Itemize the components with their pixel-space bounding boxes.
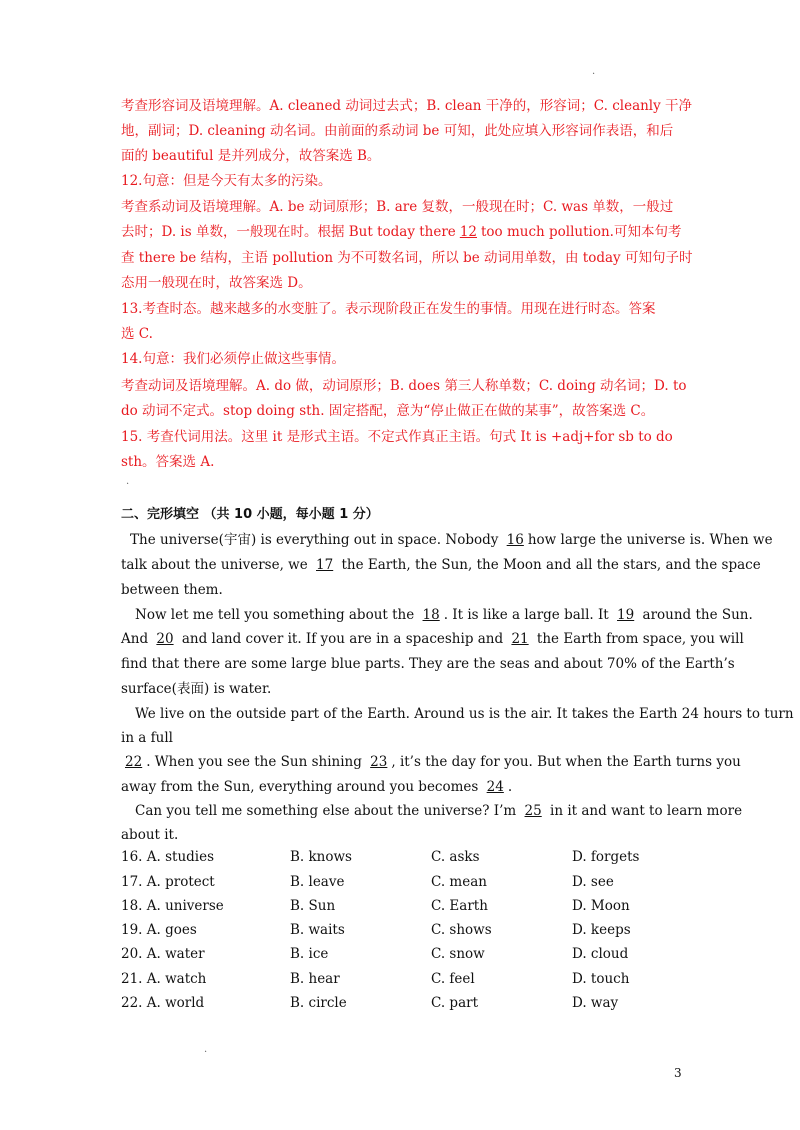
- question-14-translation: 14.句意：我们必须停止做这些事情。: [121, 351, 345, 367]
- option-d: D. keeps: [572, 922, 631, 938]
- passage-p1-line-1: [130, 530, 773, 550]
- section-heading: 二、完形填空 （共 10 小题，每小题 1 分）: [121, 507, 379, 522]
- options-row-17: [121, 874, 681, 894]
- option-a: 22. A. world: [121, 995, 205, 1011]
- blank-12: 12: [459, 224, 477, 240]
- passage-p2-line-1: [135, 605, 753, 625]
- answer-12-line-4: 态用一般现在时，故答案选 D。: [121, 275, 312, 291]
- option-a: 21. A. watch: [121, 971, 207, 987]
- option-a: 20. A. water: [121, 946, 205, 962]
- blank-19: 19: [617, 607, 635, 623]
- question-12-translation: 12.句意：但是今天有太多的污染。: [121, 173, 332, 189]
- option-b: B. Sun: [290, 898, 336, 914]
- passage-text: in it and want to learn more: [550, 803, 743, 819]
- passage-p2-line-3: find that there are some large blue parts. They are the seas and about 70% of the Earth’s: [121, 656, 735, 672]
- passage-text: the Earth from space, you will: [536, 631, 744, 647]
- passage-p2-line-2: [121, 629, 744, 649]
- option-c: C. snow: [431, 946, 485, 962]
- options-row-22: [121, 995, 681, 1015]
- passage-text: Now let me tell you something about the: [135, 607, 415, 623]
- option-c: C. part: [431, 995, 478, 1011]
- blank-17: 17: [316, 557, 334, 573]
- options-row-19: [121, 922, 681, 942]
- answer-12-text-b: too much pollution.可知本句考: [481, 224, 682, 240]
- answer-11-line-3: 面的 beautiful 是并列成分，故答案选 B。: [121, 148, 381, 164]
- answer-12-line-1: 考查系动词及语境理解。A. be 动词原形；B. are 复数，一般现在时；C. was 单数，一般过: [121, 199, 674, 215]
- option-b: B. ice: [290, 946, 329, 962]
- passage-text: , it’s the day for you. But when the Earth turns you: [391, 754, 741, 770]
- passage-text: The universe(宇宙) is everything out in space. Nobody: [130, 532, 499, 548]
- option-b: B. hear: [290, 971, 340, 987]
- page-number: 3: [674, 1066, 682, 1080]
- option-a: 17. A. protect: [121, 874, 215, 890]
- option-d: D. cloud: [572, 946, 629, 962]
- option-d: D. touch: [572, 971, 630, 987]
- answer-12-line-3: 查 there be 结构，主语 pollution 为不可数名词，所以 be 动词用单数，由 today 可知句子时: [121, 250, 693, 266]
- page-mark: .: [592, 66, 596, 77]
- passage-text: how large the universe is. When we: [527, 532, 773, 548]
- answer-15-line-2: sth。答案选 A.: [121, 454, 215, 470]
- passage-p3-line-3: [121, 752, 741, 772]
- passage-text: And: [121, 631, 149, 647]
- blank-16: 16: [506, 532, 524, 548]
- passage-p4-line-2: about it.: [121, 827, 179, 843]
- passage-p1-line-2: [121, 555, 761, 575]
- passage-p3-line-1: We live on the outside part of the Earth. Around us is the air. It takes the Earth 24 hours to turn: [135, 706, 794, 722]
- answer-12-line-2: [121, 222, 681, 242]
- passage-p3-line-2: in a full: [121, 730, 173, 746]
- option-d: D. see: [572, 874, 614, 890]
- passage-text: .: [507, 779, 513, 795]
- passage-text: talk about the universe, we: [121, 557, 308, 573]
- option-d: D. way: [572, 995, 619, 1011]
- blank-25: 25: [524, 803, 542, 819]
- passage-p4-line-1: [135, 801, 742, 821]
- option-d: D. forgets: [572, 849, 640, 865]
- answer-13-line-2: 选 C.: [121, 326, 153, 342]
- option-d: D. Moon: [572, 898, 630, 914]
- option-b: B. waits: [290, 922, 345, 938]
- passage-text: . It is like a large ball. It: [443, 607, 609, 623]
- option-c: C. Earth: [431, 898, 488, 914]
- passage-text: and land cover it. If you are in a spaceship and: [181, 631, 504, 647]
- blank-22: 22: [125, 754, 143, 770]
- blank-18: 18: [422, 607, 440, 623]
- passage-p3-line-4: [121, 777, 512, 797]
- passage-text: around the Sun.: [642, 607, 753, 623]
- passage-text: . When you see the Sun shining: [146, 754, 362, 770]
- option-c: C. feel: [431, 971, 475, 987]
- blank-24: 24: [486, 779, 504, 795]
- answer-11-line-1: 考查形容词及语境理解。A. cleaned 动词过去式；B. clean 干净的，形容词；C. cleanly 干净: [121, 98, 693, 114]
- option-b: B. knows: [290, 849, 352, 865]
- answer-14-line-1: 考查动词及语境理解。A. do 做，动词原形；B. does 第三人称单数；C. doing 动名词；D. to: [121, 378, 687, 394]
- passage-text: away from the Sun, everything around you becomes: [121, 779, 479, 795]
- passage-text: Can you tell me something else about the universe? I’m: [135, 803, 517, 819]
- options-row-16: [121, 849, 681, 869]
- option-a: 18. A. universe: [121, 898, 224, 914]
- options-row-18: [121, 898, 681, 918]
- page-mark: .: [204, 1044, 208, 1055]
- blank-21: 21: [511, 631, 529, 647]
- blank-20: 20: [156, 631, 174, 647]
- option-b: B. leave: [290, 874, 345, 890]
- option-c: C. mean: [431, 874, 487, 890]
- answer-14-line-2: do 动词不定式。stop doing sth. 固定搭配，意为“停止做正在做的某事”，故答案选 C。: [121, 403, 655, 419]
- passage-text: the Earth, the Sun, the Moon and all the stars, and the space: [341, 557, 761, 573]
- answer-15-line-1: 15. 考查代词用法。这里 it 是形式主语。不定式作真正主语。句式 It is +adj+for sb to do: [121, 429, 673, 445]
- passage-p2-line-4: surface(表面) is water.: [121, 681, 272, 697]
- option-c: C. asks: [431, 849, 480, 865]
- passage-p1-line-3: between them.: [121, 582, 223, 598]
- option-a: 19. A. goes: [121, 922, 197, 938]
- blank-23: 23: [370, 754, 388, 770]
- option-a: 16. A. studies: [121, 849, 215, 865]
- options-row-21: [121, 971, 681, 991]
- answer-11-line-2: 地，副词；D. cleaning 动名词。由前面的系动词 be 可知，此处应填入形容词作表语，和后: [121, 123, 674, 139]
- page-mark: .: [126, 476, 130, 487]
- option-b: B. circle: [290, 995, 347, 1011]
- answer-12-text-a: 去时；D. is 单数，一般现在时。根据 But today there: [121, 224, 456, 240]
- options-row-20: [121, 946, 681, 966]
- option-c: C. shows: [431, 922, 492, 938]
- answer-13-line-1: 13.考查时态。越来越多的水变脏了。表示现阶段正在发生的事情。用现在进行时态。答案: [121, 301, 656, 317]
